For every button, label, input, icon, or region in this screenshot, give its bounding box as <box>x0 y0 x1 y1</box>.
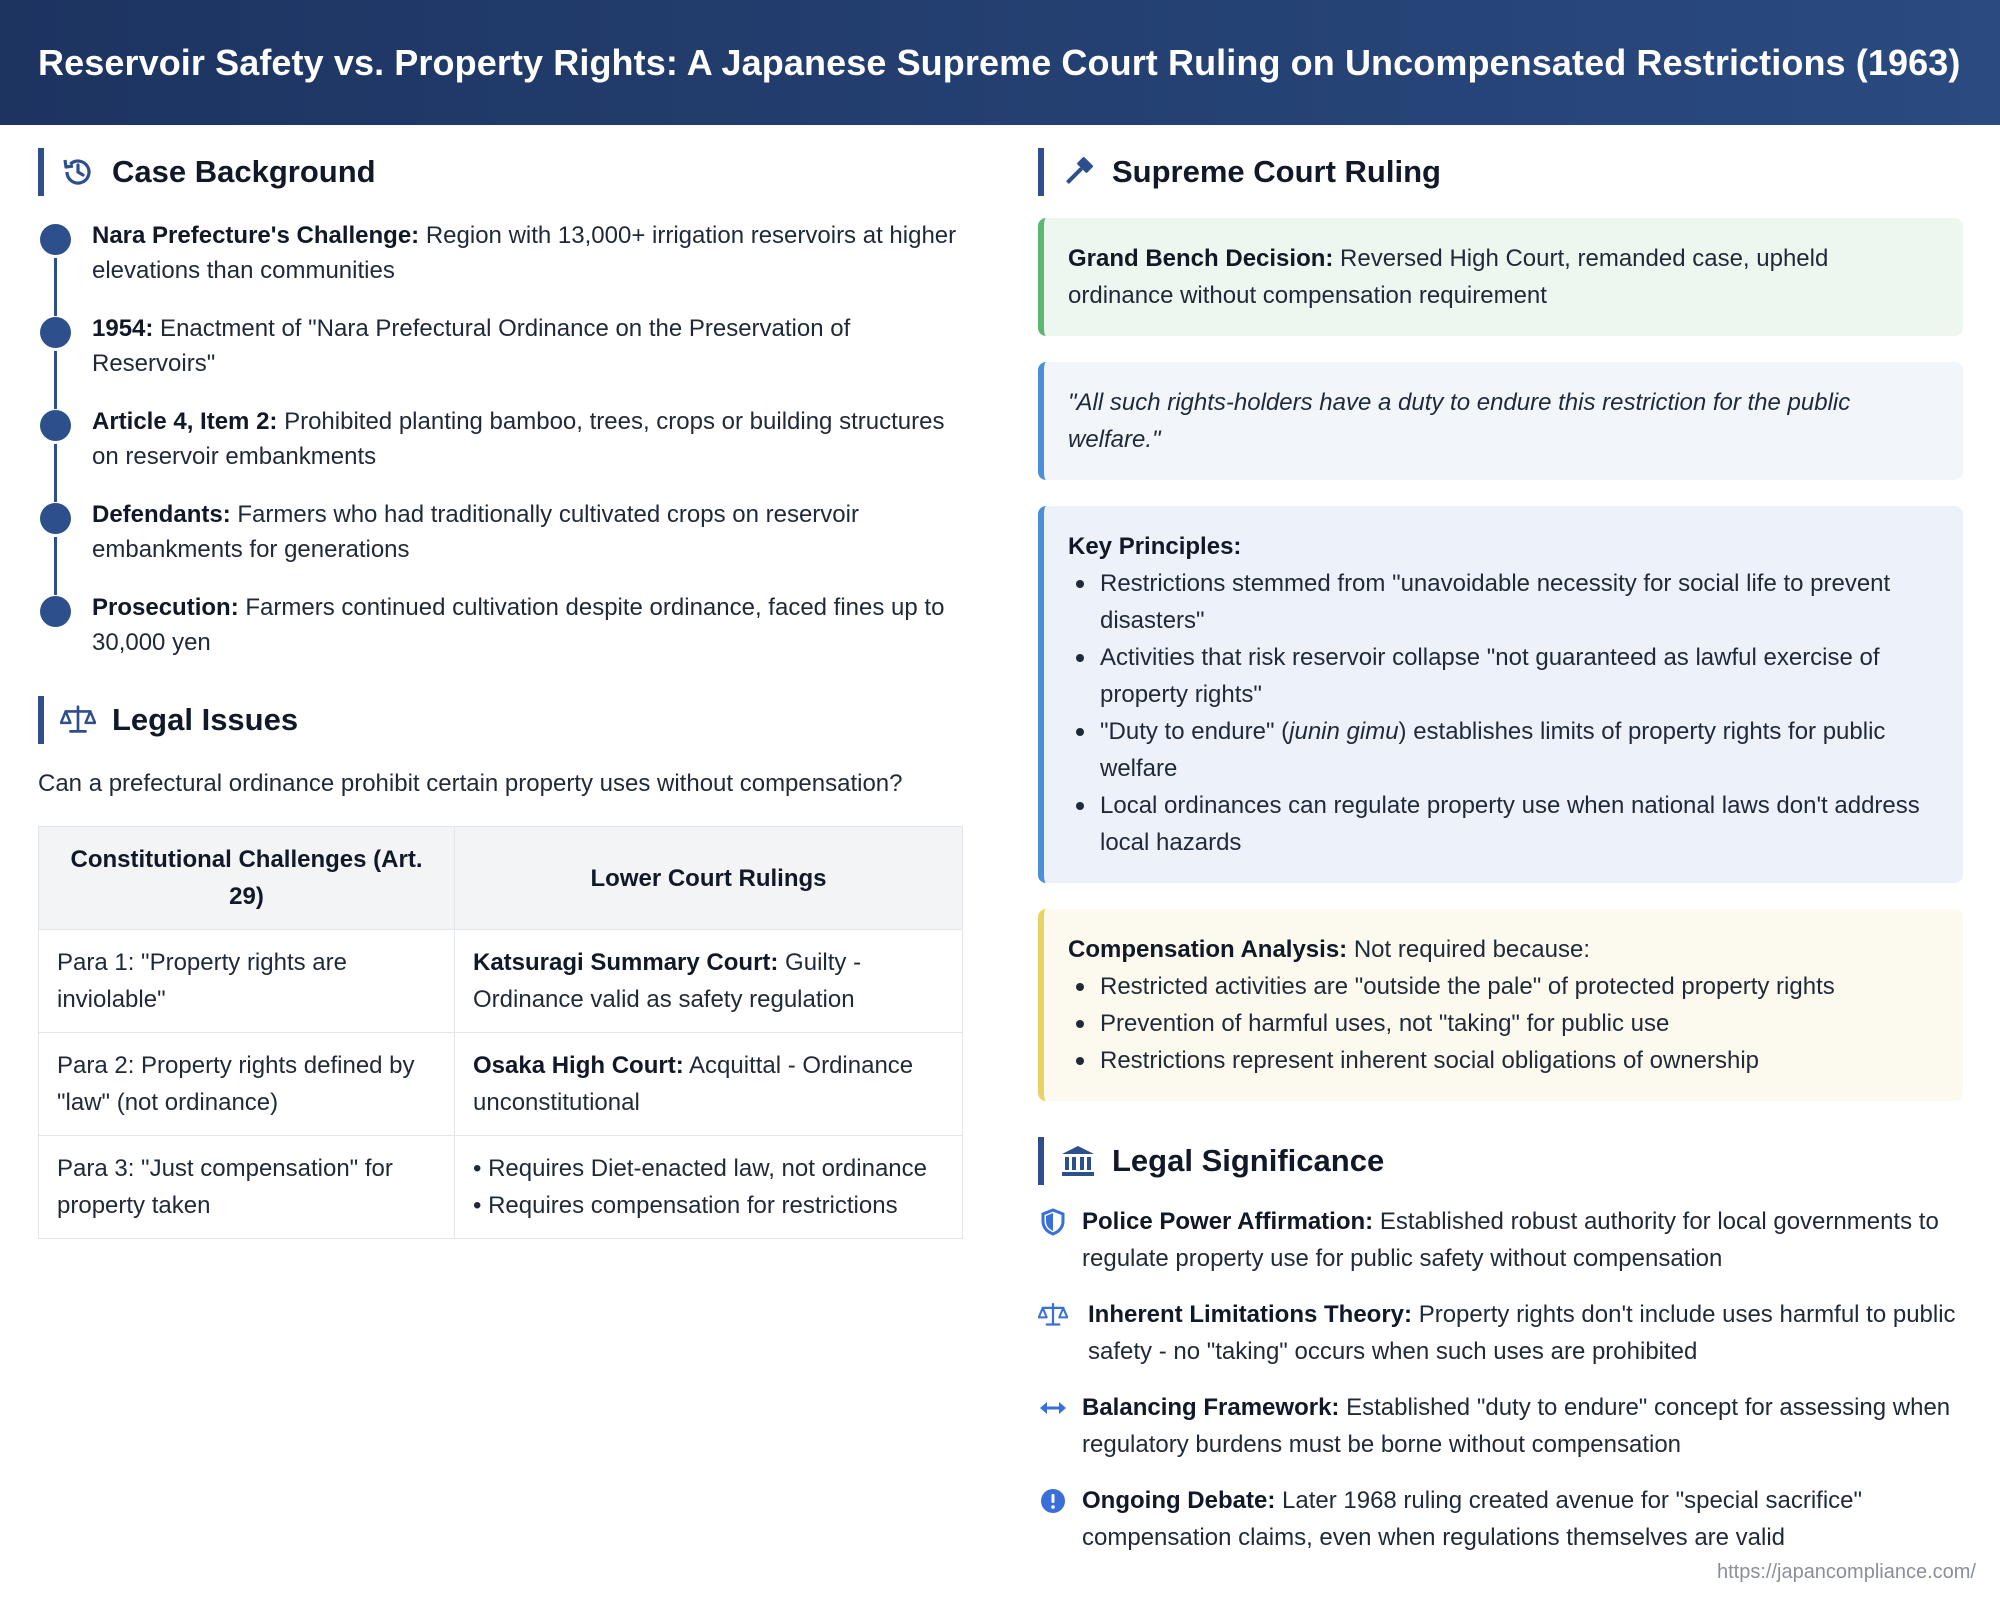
compensation-label: Compensation Analysis: <box>1068 936 1348 963</box>
principle-text: "Duty to endure" ( <box>1100 718 1290 745</box>
principle-term: junin gimu <box>1289 718 1399 745</box>
key-principles-box <box>1038 506 1963 883</box>
timeline-item <box>38 590 963 660</box>
timeline-dot <box>40 224 71 255</box>
scales-icon <box>1038 1300 1068 1330</box>
table-cell <box>455 1136 963 1239</box>
timeline-label: Prosecution: <box>92 594 239 621</box>
significance-label: Balancing Framework: <box>1082 1394 1340 1421</box>
background-timeline <box>38 218 963 660</box>
principle-text: ) establishes limits of property rights for public welfare <box>1100 718 1886 782</box>
significance-item <box>1038 1203 1963 1277</box>
table-cell: Para 2: Property rights defined by "law" (not ordinance) <box>39 1033 455 1136</box>
court-name: Osaka High Court: <box>473 1052 684 1079</box>
grand-bench-decision-box <box>1038 218 1963 336</box>
table-row <box>39 930 963 1033</box>
legal-issues-heading <box>38 696 963 744</box>
decision-text: Reversed High Court, remanded case, upheld ordinance without compensation requirement <box>1068 245 1829 309</box>
compensation-list <box>1068 968 1939 1079</box>
timeline-dot <box>40 596 71 627</box>
timeline-item <box>38 497 963 590</box>
timeline-text: Prohibited planting bamboo, trees, crops or building structures on reservoir embankments <box>92 408 945 470</box>
timeline-label: 1954: <box>92 315 154 342</box>
section-title: Case Background <box>112 154 376 189</box>
rulings-table <box>38 826 963 1239</box>
timeline-text: Farmers who had traditionally cultivated crops on reservoir embankments for generations <box>92 501 859 563</box>
list-item: Restrictions represent inherent social obligations of ownership <box>1068 1042 1939 1079</box>
decision-label: Grand Bench Decision: <box>1068 245 1334 272</box>
list-item: Prevention of harmful uses, not "taking" for public use <box>1068 1005 1939 1042</box>
table-header-row <box>39 827 963 930</box>
list-item <box>1068 713 1939 787</box>
significance-text: Established robust authority for local governments to regulate property use for public safety without compensation <box>1082 1208 1939 1272</box>
right-column <box>1038 148 1963 1556</box>
left-column <box>38 148 963 1239</box>
table-cell: Para 1: "Property rights are inviolable" <box>39 930 455 1033</box>
table-row <box>39 1033 963 1136</box>
page-title: Reservoir Safety vs. Property Rights: A Japanese Supreme Court Ruling on Uncompensated Restrictions (1963) <box>38 41 1961 83</box>
timeline-item <box>38 311 963 404</box>
court-name: Katsuragi Summary Court: <box>473 949 779 976</box>
timeline-label: Article 4, Item 2: <box>92 408 278 435</box>
list-item: Local ordinances can regulate property use when national laws don't address local hazards <box>1068 787 1939 861</box>
supreme-court-ruling-heading <box>1038 148 1963 196</box>
legal-significance-heading <box>1038 1137 1963 1185</box>
list-item: Activities that risk reservoir collapse "not guaranteed as lawful exercise of property rights" <box>1068 639 1939 713</box>
significance-item <box>1038 1296 1963 1370</box>
ruling-text: Guilty - Ordinance valid as safety regulation <box>473 949 862 1013</box>
court-quote: "All such rights-holders have a duty to endure this restriction for the public welfare." <box>1038 362 1963 480</box>
significance-text: Established "duty to endure" concept for assessing when regulatory burdens must be borne without compensation <box>1082 1394 1951 1458</box>
ruling-bullet: • Requires Diet-enacted law, not ordinance <box>473 1155 927 1182</box>
arrows-horizontal-icon <box>1038 1393 1068 1423</box>
timeline-dot <box>40 317 71 348</box>
principles-label: Key Principles: <box>1068 533 1242 560</box>
table-row <box>39 1136 963 1239</box>
scales-icon <box>60 702 96 738</box>
legal-question: Can a prefectural ordinance prohibit certain property uses without compensation? <box>38 770 903 797</box>
timeline-connector <box>54 351 57 409</box>
exclamation-circle-icon <box>1038 1486 1068 1516</box>
compensation-text: Not required because: <box>1347 936 1590 963</box>
case-background-heading <box>38 148 963 196</box>
timeline-connector <box>54 258 57 316</box>
timeline-text: Enactment of "Nara Prefectural Ordinance on the Preservation of Reservoirs" <box>92 315 851 377</box>
list-item: Restrictions stemmed from "unavoidable necessity for social life to prevent disasters" <box>1068 565 1939 639</box>
timeline-label: Nara Prefecture's Challenge: <box>92 222 420 249</box>
significance-label: Ongoing Debate: <box>1082 1487 1276 1514</box>
gavel-icon <box>1060 154 1096 190</box>
ruling-text: Acquittal - Ordinance unconstitutional <box>473 1052 914 1116</box>
column-header: Constitutional Challenges (Art. 29) <box>39 827 455 930</box>
compensation-analysis-box <box>1038 909 1963 1101</box>
timeline-label: Defendants: <box>92 501 231 528</box>
significance-item <box>1038 1389 1963 1463</box>
shield-icon <box>1038 1207 1068 1237</box>
column-header: Lower Court Rulings <box>455 827 963 930</box>
timeline-dot <box>40 410 71 441</box>
significance-label: Inherent Limitations Theory: <box>1088 1301 1413 1328</box>
landmark-icon <box>1060 1143 1096 1179</box>
timeline-dot <box>40 503 71 534</box>
significance-item <box>1038 1482 1963 1556</box>
history-icon <box>60 154 96 190</box>
timeline-text: Farmers continued cultivation despite ordinance, faced fines up to 30,000 yen <box>92 594 945 656</box>
principles-list <box>1068 565 1939 861</box>
section-title: Supreme Court Ruling <box>1112 154 1441 189</box>
timeline-connector <box>54 537 57 595</box>
timeline-item <box>38 218 963 311</box>
list-item: Restricted activities are "outside the pale" of protected property rights <box>1068 968 1939 1005</box>
timeline-item <box>38 404 963 497</box>
section-title: Legal Significance <box>1112 1143 1385 1178</box>
timeline-text: Region with 13,000+ irrigation reservoirs at higher elevations than communities <box>92 222 957 284</box>
ruling-bullet: • Requires compensation for restrictions <box>473 1192 898 1219</box>
source-url: https://japancompliance.com/ <box>1716 1561 1976 1583</box>
table-cell <box>455 930 963 1033</box>
table-cell: Para 3: "Just compensation" for property taken <box>39 1136 455 1239</box>
significance-label: Police Power Affirmation: <box>1082 1208 1374 1235</box>
table-cell <box>455 1033 963 1136</box>
timeline-connector <box>54 444 57 502</box>
section-title: Legal Issues <box>112 702 299 737</box>
significance-text: Later 1968 ruling created avenue for "special sacrifice" compensation claims, even when regulations themselves are valid <box>1082 1487 1863 1551</box>
significance-list <box>1038 1203 1963 1556</box>
significance-text: Property rights don't include uses harmful to public safety - no "taking" occurs when such uses are prohibited <box>1088 1301 1956 1365</box>
page-header <box>0 0 2000 125</box>
